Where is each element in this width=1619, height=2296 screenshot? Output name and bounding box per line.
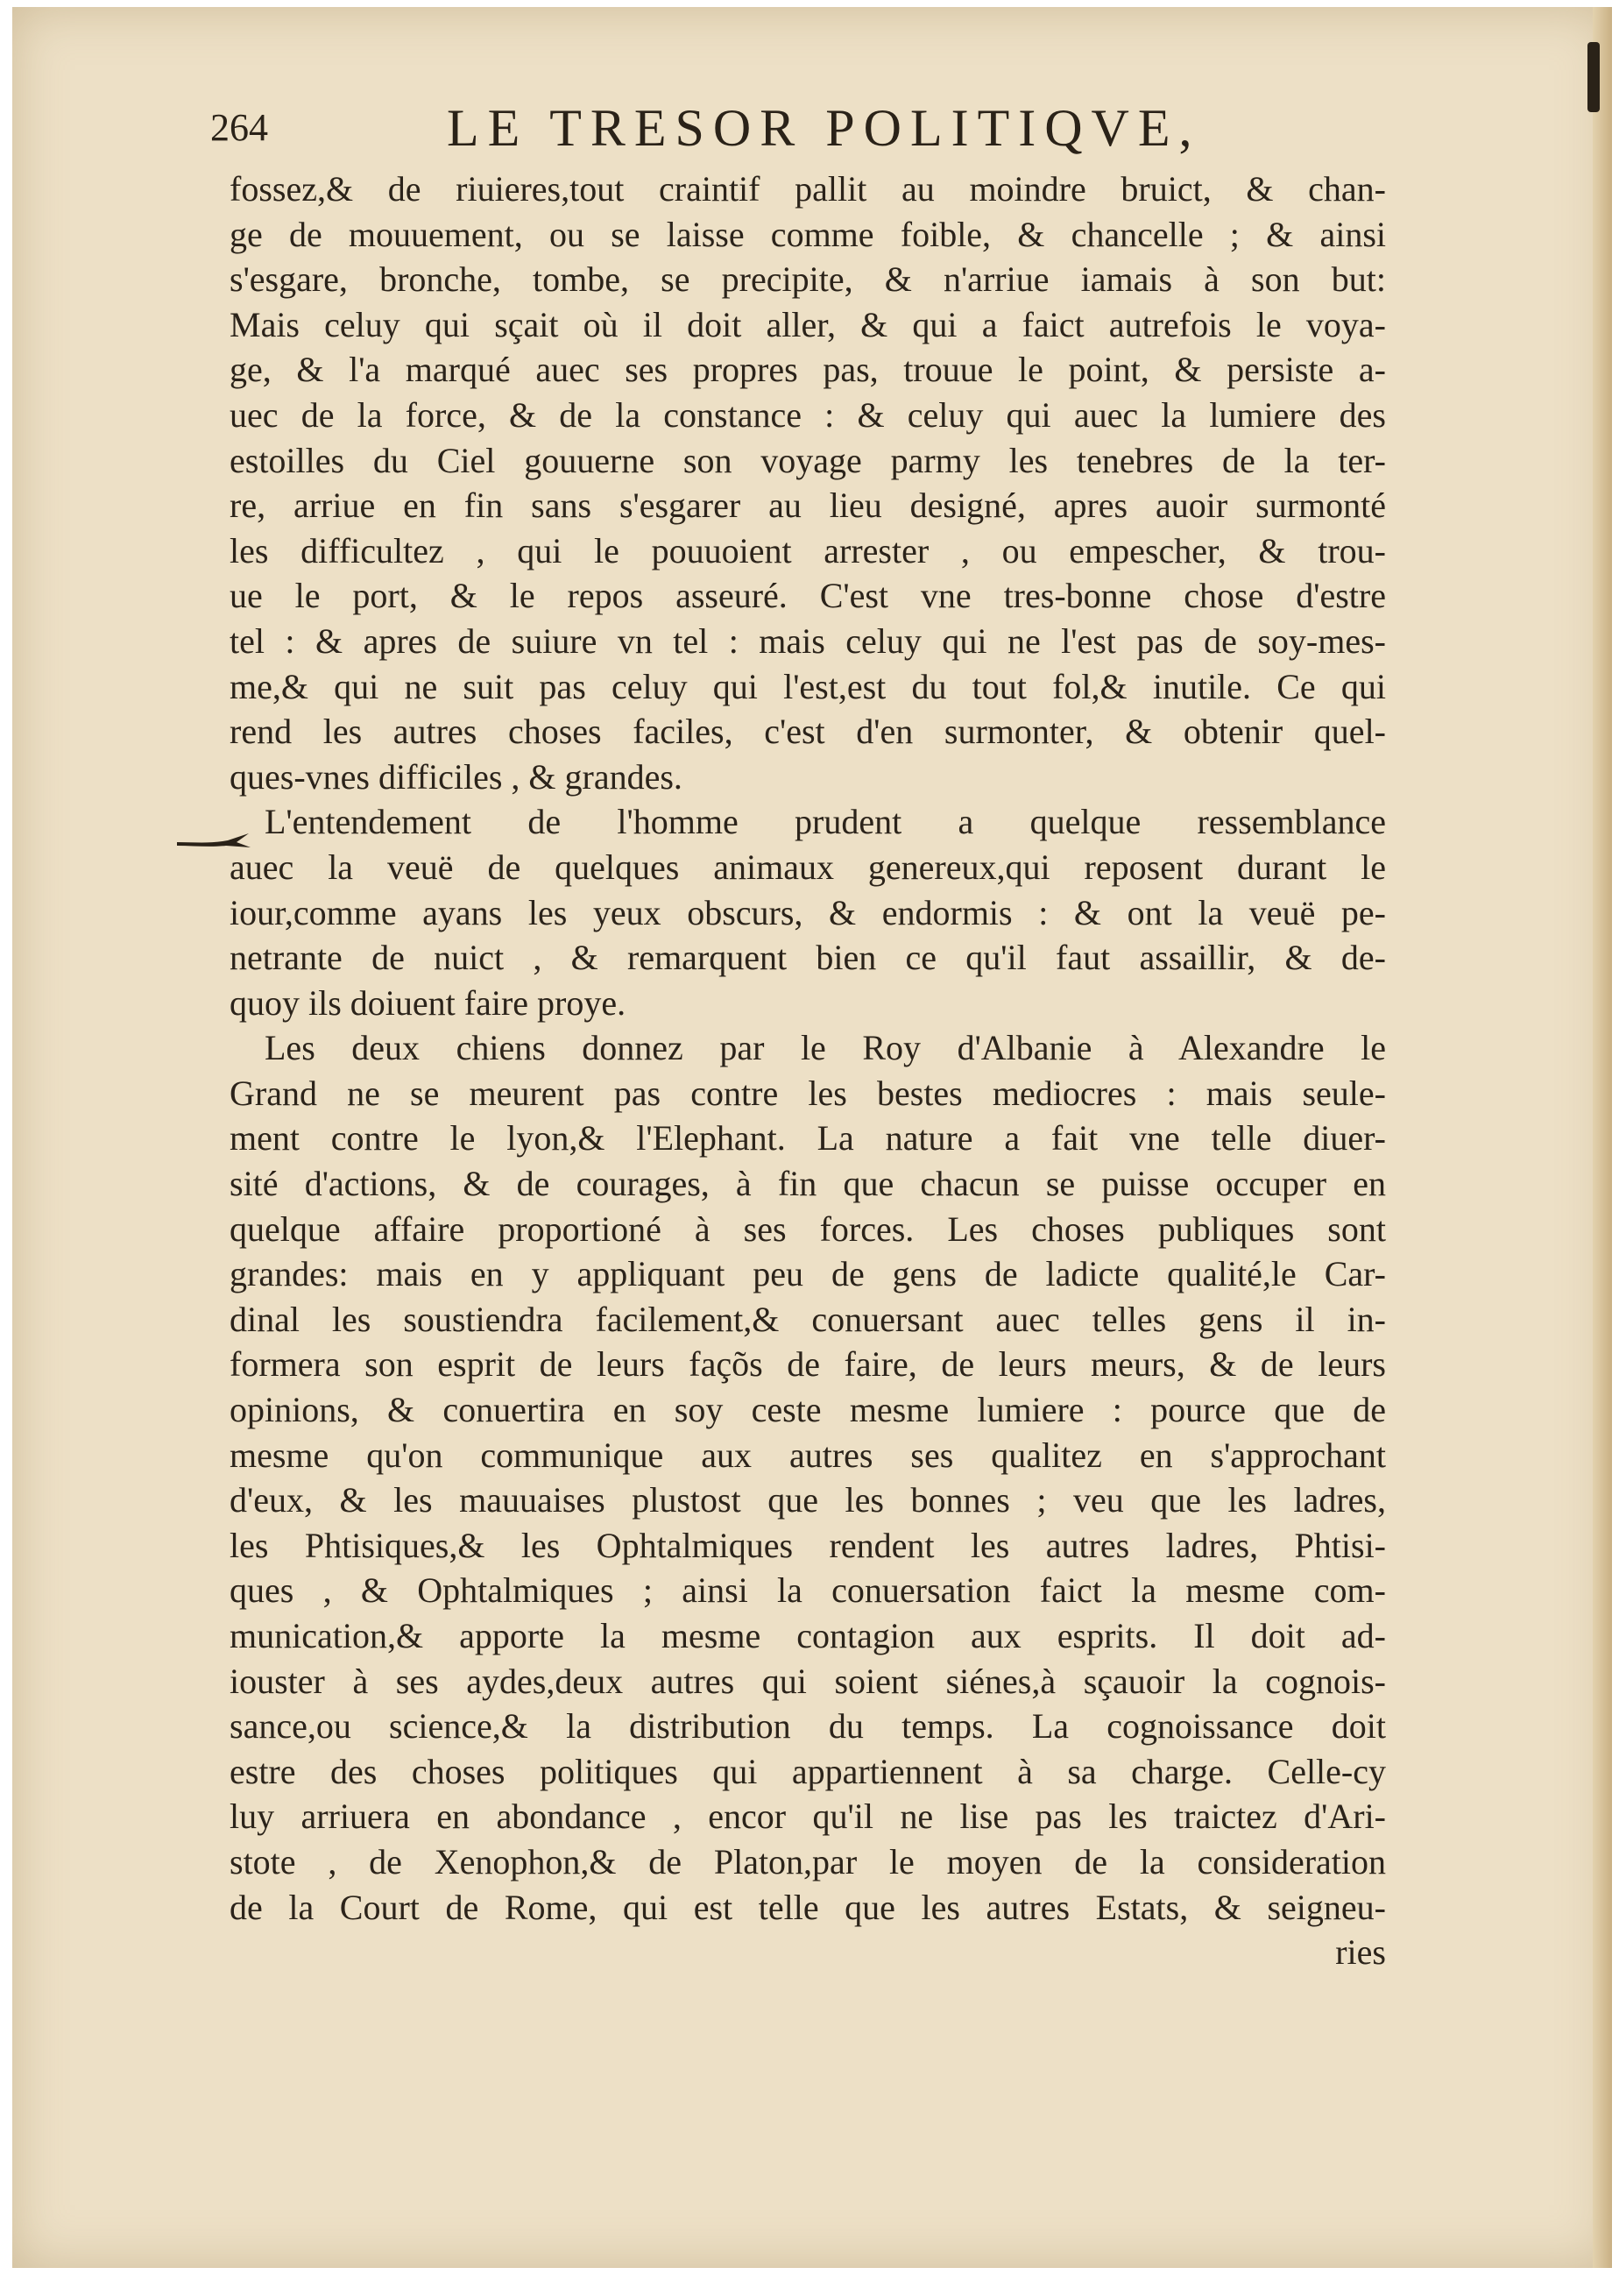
page-number: 264 <box>210 106 268 149</box>
text-line: ge de mouuement, ou se laisse comme foible, & chancelle ; & ainsi <box>230 214 1386 254</box>
text-line: estoilles du Ciel gouuerne son voyage parmy les tenebres de la ter- <box>230 440 1386 480</box>
page-edge-mark <box>1587 42 1600 112</box>
text-line: iouster à ses aydes,deux autres qui soient siénes,à sçauoir la cognois- <box>230 1661 1386 1701</box>
text-line: formera son esprit de leurs façõs de faire, de leurs meurs, & de leurs <box>230 1344 1386 1385</box>
text-line: opinions, & conuertira en soy ceste mesme lumiere : pource que de <box>230 1390 1386 1430</box>
body-text <box>230 167 1386 1975</box>
text-line: Mais celuy qui sçait où il doit aller, & qui a faict autrefois le voya- <box>230 304 1386 344</box>
text-line: stote , de Xenophon,& de Platon,par le moyen de la consideration <box>230 1841 1386 1881</box>
text-line: iour,comme ayans les yeux obscurs, & endormis : & ont la veuë pe- <box>230 892 1386 932</box>
text-line: re, arriue en fin sans s'esgarer au lieu designé, apres auoir surmonté <box>230 485 1386 526</box>
text-line: mesme qu'on communique aux autres ses qualitez en s'approchant <box>230 1435 1386 1475</box>
text-line: fossez,& de riuieres,tout craintif pallit au moindre bruict, & chan- <box>230 169 1386 209</box>
text-line: de la Court de Rome, qui est telle que les autres Estats, & seigneu- <box>230 1887 1386 1927</box>
text-line: me,& qui ne suit pas celuy qui l'est,est du tout fol,& inutile. Ce qui <box>230 666 1386 706</box>
text-line: ques , & Ophtalmiques ; ainsi la conuersation faict la mesme com- <box>230 1570 1386 1611</box>
text-line: munication,& apporte la mesme contagion aux esprits. Il doit ad- <box>230 1616 1386 1655</box>
catchword: ries <box>1335 1932 1386 1973</box>
text-line: rend les autres choses faciles, c'est d'en surmonter, & obtenir quel- <box>230 712 1386 752</box>
text-line: sance,ou science,& la distribution du temps. La cognoissance doit <box>230 1706 1386 1747</box>
text-line: ge, & l'a marqué auec ses propres pas, trouue le point, & persiste a- <box>230 350 1386 390</box>
text-line: estre des choses politiques qui appartiennent à sa charge. Celle-cy <box>230 1751 1386 1791</box>
running-head <box>210 98 1384 168</box>
text-line: luy arriuera en abondance , encor qu'il ne lise pas les traictez d'Ari- <box>230 1796 1386 1837</box>
running-title: LE TRESOR POLITIQVE, <box>447 99 1201 157</box>
text-line: auec la veuë de quelques animaux genereux,qui reposent durant le <box>230 847 1386 887</box>
text-line: les Phtisiques,& les Ophtalmiques rendent les autres ladres, Phtisi- <box>230 1525 1386 1565</box>
paragraph-start-line: Les deux chiens donnez par le Roy d'Albanie à Alexandre le <box>265 1028 1386 1068</box>
text-line: dinal les soustiendra facilement,& conuersant auec telles gens il in- <box>230 1299 1386 1339</box>
text-line: tel : & apres de suiure vn tel : mais celuy qui ne l'est pas de soy-mes- <box>230 620 1386 661</box>
text-line: ques-vnes difficiles , & grandes. <box>230 756 682 797</box>
text-line: les difficultez , qui le pouuoient arrester , ou empescher, & trou- <box>230 530 1386 570</box>
text-line: d'eux, & les mauuaises plustost que les bonnes ; veu que les ladres, <box>230 1480 1386 1520</box>
text-line: s'esgare, bronche, tombe, se precipite, & n'arriue iamais à son but: <box>230 259 1386 300</box>
text-line: ue le port, & le repos asseuré. C'est vne tres-bonne chose d'estre <box>230 576 1386 616</box>
text-line: quelque affaire proportioné à ses forces. Les choses publiques sont <box>230 1208 1386 1249</box>
paragraph-start-line: L'entendement de l'homme prudent a quelque ressemblance <box>265 802 1386 842</box>
text-line: netrante de nuict , & remarquent bien ce qu'il faut assaillir, & de- <box>230 938 1386 978</box>
text-line: sité d'actions, & de courages, à fin que chacun se puisse occuper en <box>230 1164 1386 1204</box>
page-edge <box>1593 7 1612 2268</box>
text-line: uec de la force, & de la constance : & celuy qui auec la lumiere des <box>230 394 1386 435</box>
text-line: ment contre le lyon,& l'Elephant. La nature a fait vne telle diuer- <box>230 1118 1386 1159</box>
text-line: Grand ne se meurent pas contre les bestes mediocres : mais seule- <box>230 1073 1386 1113</box>
text-line: quoy ils doiuent faire proye. <box>230 982 626 1023</box>
text-line: grandes: mais en y appliquant peu de gens de ladicte qualité,le Car- <box>230 1254 1386 1294</box>
